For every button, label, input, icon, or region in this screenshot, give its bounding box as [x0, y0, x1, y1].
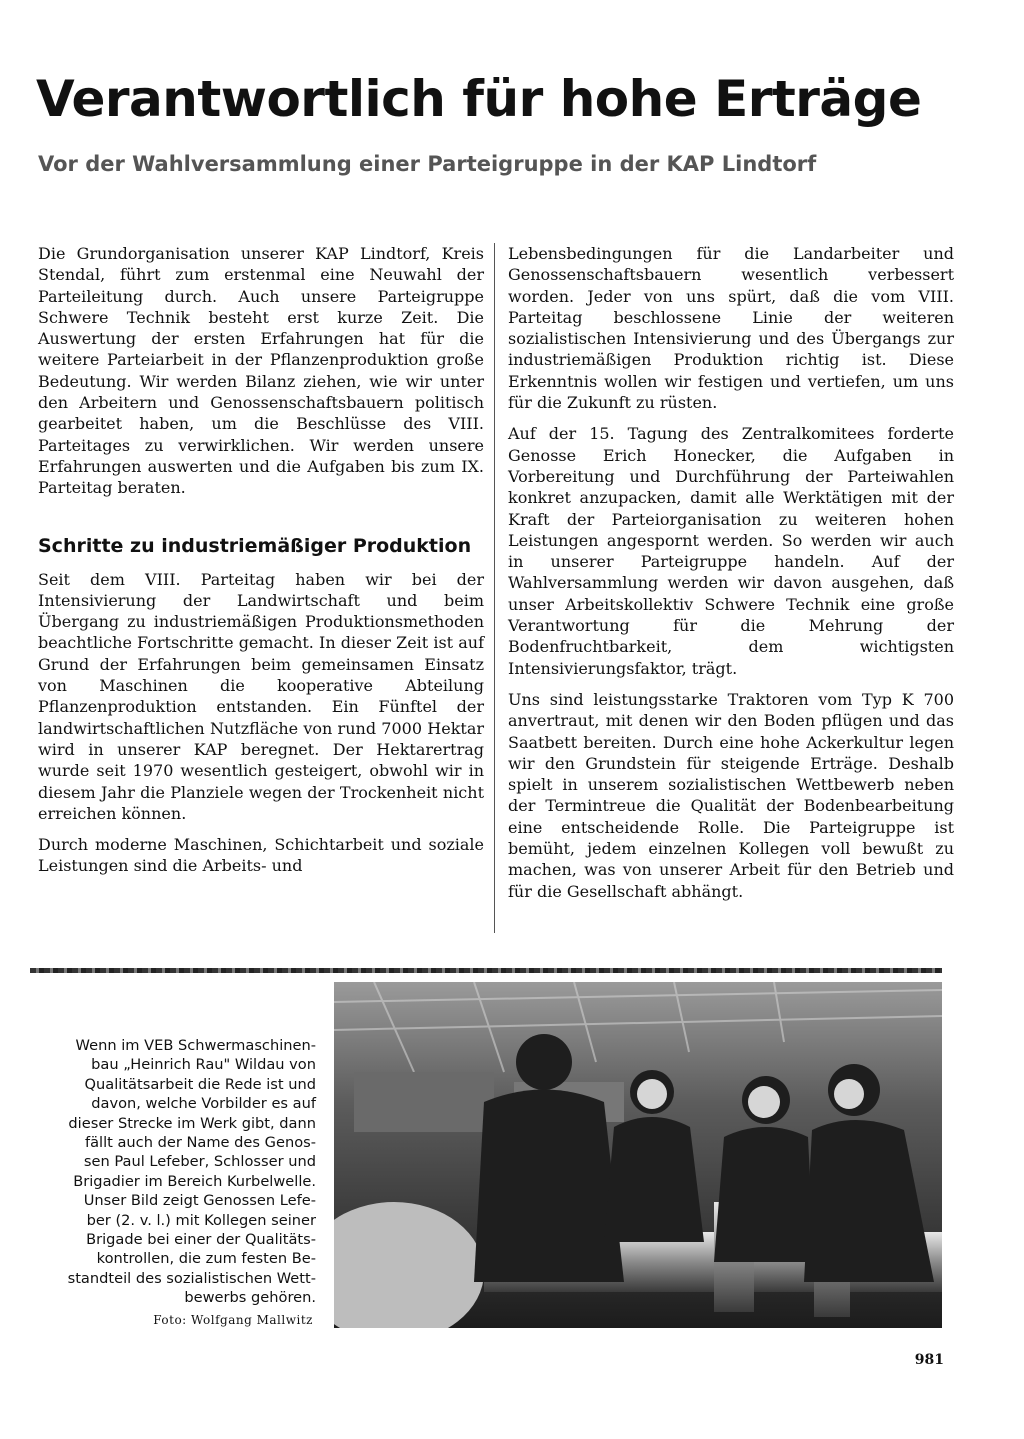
paragraph: Uns sind leistungsstarke Traktoren vom Typ K 700 anvertraut, mit denen wir den Boden pflügen und das Saatbett bereiten. Durch eine hohe Ackerkultur legen wir den Grundstein für steigende Erträge. Deshalb spielt in unserem sozialistischen Wettbewerb neben der Termintreue die Qualität der Bodenbearbeitung eine entscheidende Rolle. Die Parteigruppe ist bemüht, jedem einzelnen Kollegen voll bewußt zu machen, was von unserer Arbeit für den Betrieb und für die Gesellschaft abhängt. — [508, 689, 954, 901]
paragraph: Seit dem VIII. Parteitag haben wir bei der Intensivierung der Landwirtschaft und beim Übergang zu industriemäßigen Produktionsmethoden beachtliche Fortschritte gemacht. In dieser Zeit ist auf Grund der Erfahrungen beim gemeinsamen Einsatz von Maschinen die kooperative Abteilung Pflanzenproduktion entstanden. Ein Fünftel der landwirtschaftlichen Nutzfläche von rund 7000 Hektar wird in unserer KAP beregnet. Der Hektarertrag wurde seit 1970 wesentlich gesteigert, obwohl wir in diesem Jahr die Planziele wegen der Trockenheit nicht erreichen können. — [38, 569, 484, 823]
caption-line: Wenn im VEB Schwermaschinen- — [75, 1037, 316, 1054]
paragraph: Lebensbedingungen für die Landarbeiter und Genossenschaftsbauern wesentlich verbessert worden. Jeder von uns spürt, daß die vom VIII. Parteitag beschlossene Linie der weiteren sozialistischen Intensivierung und des Übergangs zur industriemäßigen Produktion richtig ist. Diese Erkenntnis wollen wir festigen und vertiefen, um uns für die Zukunft zu rüsten. — [508, 244, 954, 413]
caption-line: standteil des sozialistischen Wett- — [67, 1269, 316, 1287]
left-column — [38, 243, 484, 887]
article-subtitle: Vor der Wahlversammlung einer Parteigruppe in der KAP Lindtorf — [38, 152, 817, 176]
article-title: Verantwortlich für hohe Erträge — [36, 70, 922, 128]
right-column — [508, 243, 954, 912]
caption-line: dieser Strecke im Werk gibt, dann — [68, 1114, 316, 1132]
photo-caption — [32, 1036, 316, 1308]
caption-line: Unser Bild zeigt Genossen Lefe- — [83, 1192, 316, 1210]
caption-line: bau „Heinrich Rau" Wildau von — [91, 1056, 316, 1074]
caption-line: bewerbs gehören. — [184, 1289, 316, 1307]
section-heading: Schritte zu industriemäßiger Produktion — [38, 534, 472, 557]
page-number: 981 — [914, 1352, 944, 1368]
column-divider — [494, 243, 495, 933]
caption-line: ber (2. v. l.) mit Kollegen seiner — [86, 1211, 316, 1229]
caption-line: Brigadier im Bereich Kurbelwelle. — [73, 1172, 316, 1190]
caption-line: davon, welche Vorbilder es auf — [91, 1095, 316, 1113]
section-rule — [30, 968, 942, 973]
caption-line: Brigade bei einer der Qualitäts- — [86, 1231, 316, 1249]
paragraph: Durch moderne Maschinen, Schichtarbeit und soziale Leistungen sind die Arbeits- und — [38, 835, 484, 876]
paragraph: Auf der 15. Tagung des Zentralkomitees forderte Genosse Erich Honecker, die Aufgaben in Vorbereitung und Durchführung der Parteiwahlen konkret anzupacken, damit alle Werktätigen mit der Kraft der Parteiorganisation zu weiteren hohen Leistungen angespornt werden. So werden wir auch in unserer Parteigruppe handeln. Auf der Wahlversammlung werden wir davon ausgehen, daß unser Arbeitskollektiv Schwere Technik eine große Verantwortung für die Mehrung der Bodenfruchtbarkeit, dem wichtigsten Intensivierungsfaktor, trägt. — [508, 424, 954, 678]
caption-line: Qualitätsarbeit die Rede ist und — [84, 1075, 316, 1093]
paragraph: Die Grundorganisation unserer KAP Lindtorf, Kreis Stendal, führt zum erstenmal eine Neuwahl der Parteileitung durch. Auch unsere Parteigruppe Schwere Technik besteht erst kurze Zeit. Die Auswertung der ersten Erfahrungen hat für die weitere Parteiarbeit in der Pflanzenproduktion große Bedeutung. Wir werden Bilanz ziehen, wie wir unter den Arbeitern und Genossenschaftsbauern politisch gearbeitet haben, um die Beschlüsse des VIII. Parteitages zu verwirklichen. Wir werden unsere Erfahrungen auswerten und die Aufgaben bis zum IX. Parteitag beraten. — [38, 244, 484, 498]
workers-photo — [334, 982, 942, 1328]
photo-illustration — [334, 982, 942, 1328]
caption-line: sen Paul Lefeber, Schlosser und — [83, 1153, 316, 1171]
photo-credit: Foto: Wolfgang Mallwitz — [153, 1313, 313, 1327]
caption-line: fällt auch der Name des Genos- — [84, 1134, 316, 1152]
caption-line: kontrollen, die zum festen Be- — [96, 1250, 316, 1268]
